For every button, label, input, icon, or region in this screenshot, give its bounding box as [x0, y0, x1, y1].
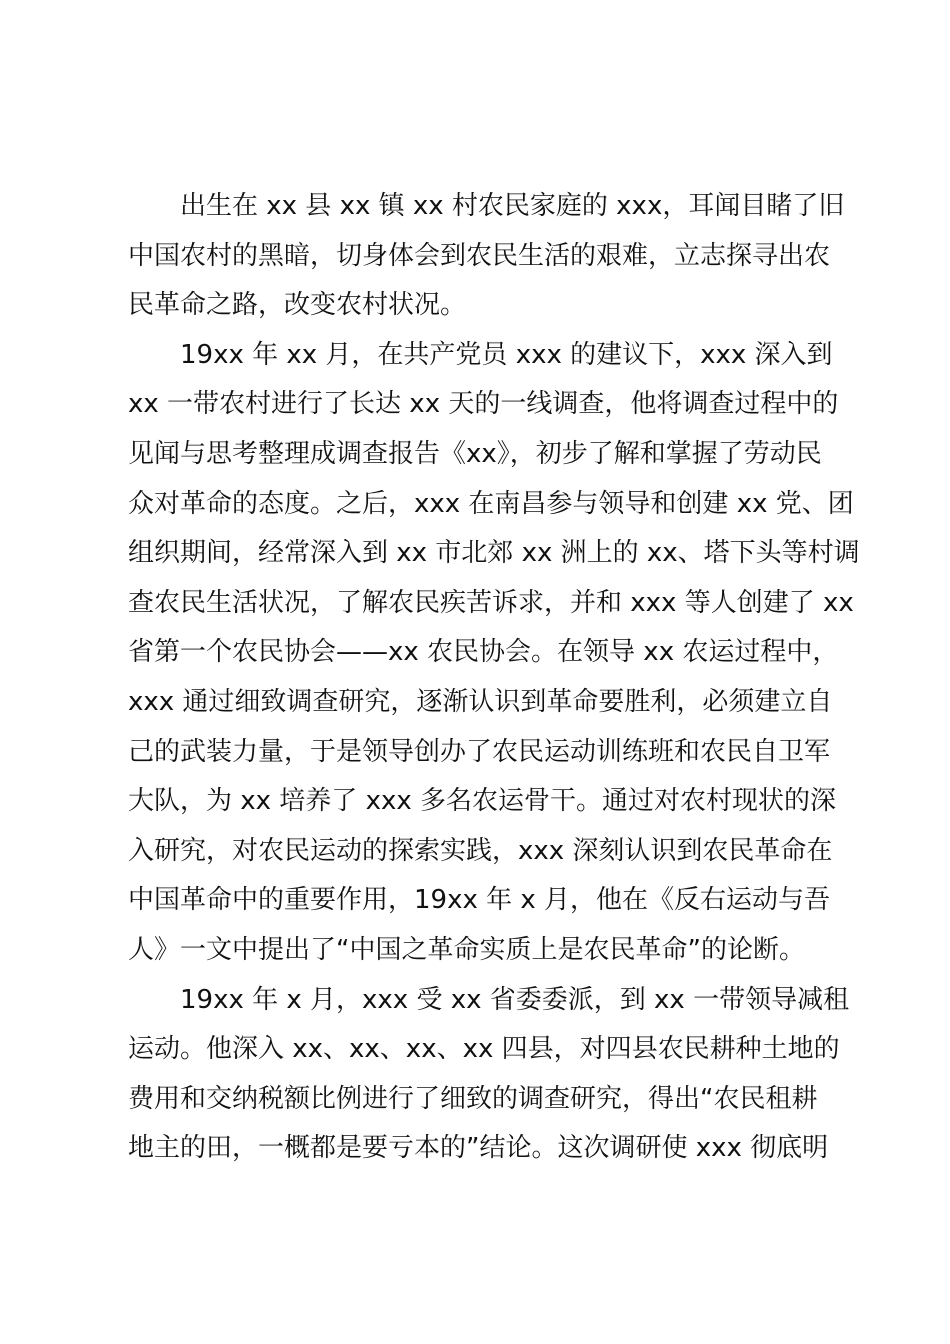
paragraph-line: 费用和交纳税额比例进行了细致的调查研究，得出“农民租耕: [128, 1083, 818, 1114]
paragraph-line: 见闻与思考整理成调查报告《xx》，初步了解和掌握了劳动民: [128, 438, 822, 469]
paragraph-line: 运动。他深入 xx、xx、xx、xx 四县，对四县农民耕种土地的: [128, 1034, 840, 1065]
paragraph-line: 中国农村的黑暗，切身体会到农民生活的艰难，立志探寻出农: [128, 240, 831, 271]
paragraph-line: 查农民生活状况，了解农民疾苦诉求，并和 xxx 等人创建了 xx: [128, 587, 854, 618]
paragraph-1: [128, 182, 845, 331]
paragraph-line: 民革命之路，改变农村状况。: [128, 290, 467, 321]
paragraph-line: 地主的田，一概都是要亏本的”结论。这次调研使 xxx 彻底明: [128, 1133, 829, 1164]
paragraph-line: 组织期间，经常深入到 xx 市北郊 xx 洲上的 xx、塔下头等村调: [128, 538, 860, 569]
paragraph-line: 19xx 年 xx 月，在共产党员 xxx 的建议下，xxx 深入到: [180, 339, 833, 370]
paragraph-line: 省第一个农民协会——xx 农民协会。在领导 xx 农运过程中，: [128, 637, 839, 668]
paragraph-line: 众对革命的态度。之后，xxx 在南昌参与领导和创建 xx 党、团: [128, 488, 854, 519]
paragraph-line: 中国革命中的重要作用，19xx 年 x 月，他在《反右运动与吾: [128, 885, 831, 916]
paragraph-2: [128, 331, 860, 976]
paragraph-line: xxx 通过细致调查研究，逐渐认识到革命要胜利，必须建立自: [128, 686, 833, 717]
paragraph-line: xx 一带农村进行了长达 xx 天的一线调查，他将调查过程中的: [128, 389, 839, 420]
paragraph-3: [128, 976, 850, 1174]
paragraph-line: 己的武装力量，于是领导创办了农民运动训练班和农民自卫军: [128, 736, 831, 767]
paragraph-line: 19xx 年 x 月，xxx 受 xx 省委委派，到 xx 一带领导减租: [180, 984, 850, 1015]
document-body: [128, 182, 860, 1174]
paragraph-line: 人》一文中提出了“中国之革命实质上是农民革命”的论断。: [128, 934, 805, 965]
paragraph-line: 出生在 xx 县 xx 镇 xx 村农民家庭的 xxx，耳闻目睹了旧: [180, 191, 845, 221]
paragraph-line: 入研究，对农民运动的探索实践，xxx 深刻认识到农民革命在: [128, 835, 833, 866]
paragraph-line: 大队，为 xx 培养了 xxx 多名农运骨干。通过对农村现状的深: [128, 786, 836, 817]
